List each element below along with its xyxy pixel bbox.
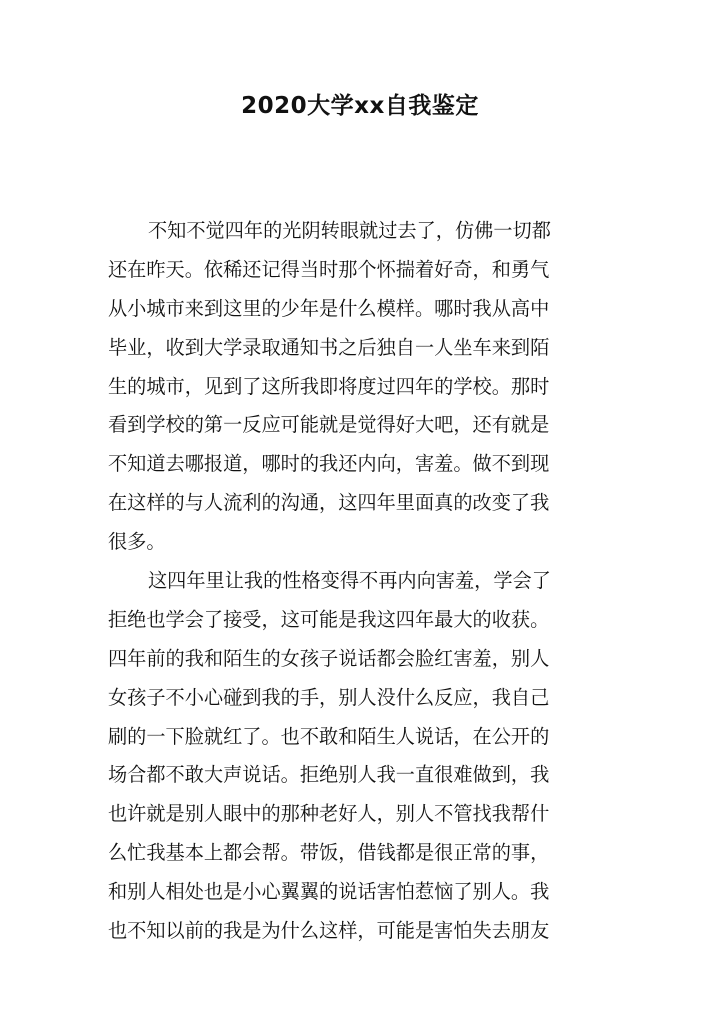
paragraph-1-line-3: 从小城市来到这里的少年是什么模样。哪时我从高中 xyxy=(108,296,550,320)
paragraph-1-line-8: 在这样的与人流利的沟通，这四年里面真的改变了我 xyxy=(108,491,550,515)
paragraph-2-line-1: 这四年里让我的性格变得不再内向害羞，学会了 xyxy=(148,569,551,593)
paragraph-1-line-2: 还在昨天。依稀还记得当时那个怀揣着好奇，和勇气 xyxy=(108,257,550,281)
paragraph-2-line-6: 场合都不敢大声说话。拒绝别人我一直很难做到，我 xyxy=(108,763,550,787)
paragraph-1-line-1: 不知不觉四年的光阴转眼就过去了，仿佛一切都 xyxy=(148,219,551,242)
paragraph-1-line-9: 很多。 xyxy=(108,530,166,554)
paragraph-2-line-7: 也许就是别人眼中的那种老好人，别人不管找我帮什 xyxy=(108,802,550,826)
document-body xyxy=(108,212,616,951)
paragraph-2-line-4: 女孩子不小心碰到我的手，别人没什么反应，我自己 xyxy=(108,685,550,709)
paragraph-1-line-6: 看到学校的第一反应可能就是觉得好大吧，还有就是 xyxy=(108,413,550,437)
paragraph-1-line-5: 生的城市，见到了这所我即将度过四年的学校。那时 xyxy=(108,374,550,398)
paragraph-2-line-5: 刷的一下脸就红了。也不敢和陌生人说话，在公开的 xyxy=(108,724,550,748)
paragraph-2-line-8: 么忙我基本上都会帮。带饭，借钱都是很正常的事， xyxy=(108,841,550,865)
paragraph-1-line-4: 毕业，收到大学录取通知书之后独自一人坐车来到陌 xyxy=(108,335,550,359)
paragraph-2-line-10: 也不知以前的我是为什么这样，可能是害怕失去朋友 xyxy=(108,919,550,943)
paragraph-2-line-2: 拒绝也学会了接受，这可能是我这四年最大的收获。 xyxy=(108,607,550,631)
paragraph-1-line-7: 不知道去哪报道，哪时的我还内向，害羞。做不到现 xyxy=(108,452,550,476)
paragraph-2-line-9: 和别人相处也是小心翼翼的说话害怕惹恼了别人。我 xyxy=(108,880,550,904)
document-title: 2020大学xx自我鉴定 xyxy=(241,93,479,119)
paragraph-2-line-3: 四年前的我和陌生的女孩子说话都会脸红害羞，别人 xyxy=(108,646,550,670)
